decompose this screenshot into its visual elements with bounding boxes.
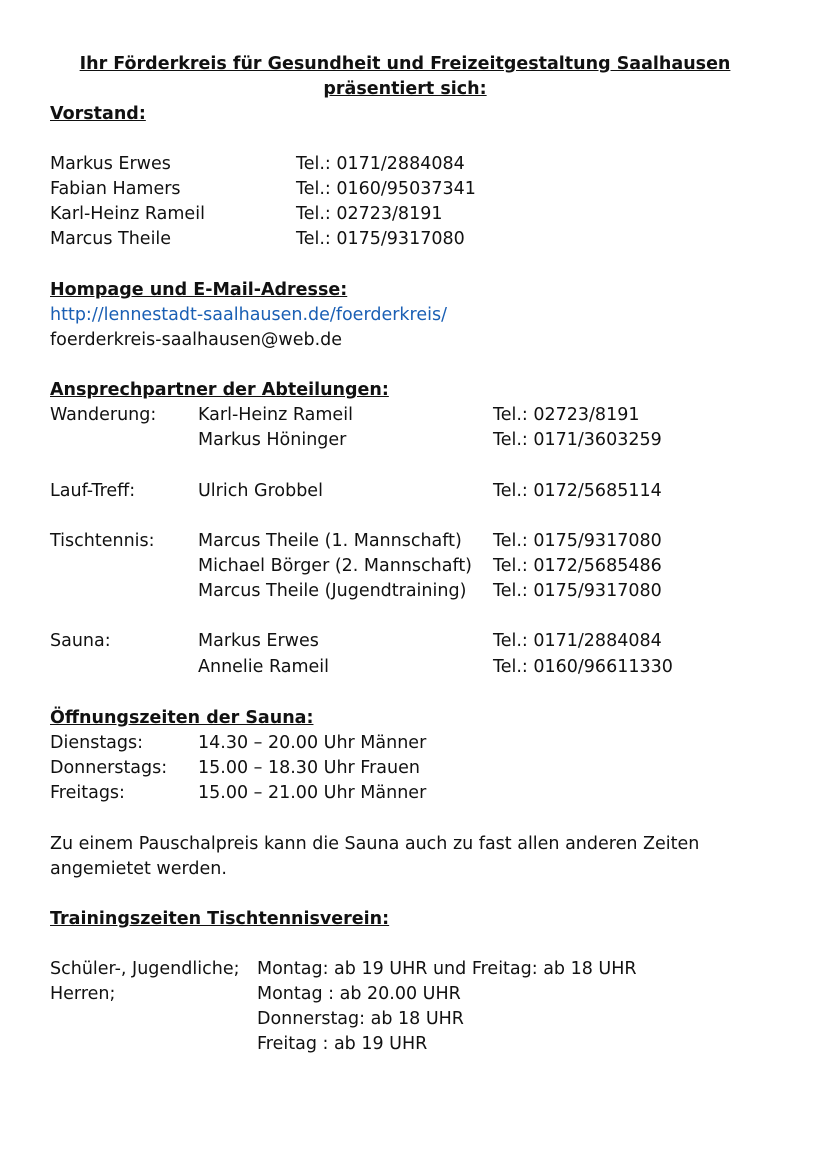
vorstand-name: Fabian Hamers [50,179,181,199]
department-phone: Tel.: 0175/9317080 [493,581,662,601]
department-phone: Tel.: 0175/9317080 [493,531,662,551]
department-person: Michael Börger (2. Mannschaft) [198,556,473,576]
sauna-time: 15.00 – 21.00 Uhr Männer [198,783,427,803]
vorstand-heading: Vorstand: [50,104,146,124]
department-person: Marcus Theile (1. Mannschaft) [198,531,462,551]
departments-heading: Ansprechpartner der Abteilungen: [50,380,389,400]
vorstand-phone: Tel.: 0175/9317080 [296,229,465,249]
vorstand-name: Karl-Heinz Rameil [50,204,205,224]
training-group: Schüler-, Jugendliche; [50,959,240,979]
vorstand-phone: Tel.: 0171/2884084 [296,154,465,174]
training-time: Freitag : ab 19 UHR [257,1034,428,1054]
vorstand-phone: Tel.: 0160/95037341 [296,179,476,199]
department-person: Annelie Rameil [198,657,330,677]
training-heading: Trainingszeiten Tischtennisverein: [50,909,390,929]
training-time: Montag : ab 20.00 UHR [257,984,461,1004]
department-phone: Tel.: 0172/5685114 [493,481,662,501]
department-person: Marcus Theile (Jugendtraining) [198,581,467,601]
department-phone: Tel.: 0172/5685486 [493,556,662,576]
department-phone: Tel.: 0171/3603259 [493,430,662,450]
department-person: Markus Höninger [198,430,347,450]
sauna-heading: Öffnungszeiten der Sauna: [50,708,314,728]
vorstand-name: Markus Erwes [50,154,171,174]
department-phone: Tel.: 02723/8191 [493,405,640,425]
department-name: Lauf-Treff: [50,481,136,501]
department-phone: Tel.: 0171/2884084 [493,631,662,651]
sauna-day: Dienstags: [50,733,144,753]
department-person: Markus Erwes [198,631,319,651]
department-name: Tischtennis: [50,531,155,551]
training-time: Donnerstag: ab 18 UHR [257,1009,464,1029]
training-group: Herren; [50,984,116,1004]
department-name: Wanderung: [50,405,157,425]
department-name: Sauna: [50,631,111,651]
email-address: foerderkreis-saalhausen@web.de [50,330,343,350]
sauna-day: Donnerstags: [50,758,168,778]
vorstand-phone: Tel.: 02723/8191 [296,204,443,224]
department-person: Karl-Heinz Rameil [198,405,353,425]
page-title: Ihr Förderkreis für Gesundheit und Freizeitgestaltung Saalhausen präsentiert sich: [79,54,731,99]
sauna-day: Freitags: [50,783,125,803]
department-phone: Tel.: 0160/96611330 [493,657,673,677]
sauna-rental-note: Zu einem Pauschalpreis kann die Sauna auch zu fast allen anderen Zeiten angemietet werden. [50,834,700,879]
department-person: Ulrich Grobbel [198,481,323,501]
training-time: Montag: ab 19 UHR und Freitag: ab 18 UHR [257,959,637,979]
sauna-time: 15.00 – 18.30 Uhr Frauen [198,758,420,778]
sauna-time: 14.30 – 20.00 Uhr Männer [198,733,427,753]
vorstand-name: Marcus Theile [50,229,172,249]
contact-heading: Hompage und E-Mail-Adresse: [50,280,348,300]
homepage-link[interactable]: http://lennestadt-saalhausen.de/foerderkreis/ [50,305,447,325]
